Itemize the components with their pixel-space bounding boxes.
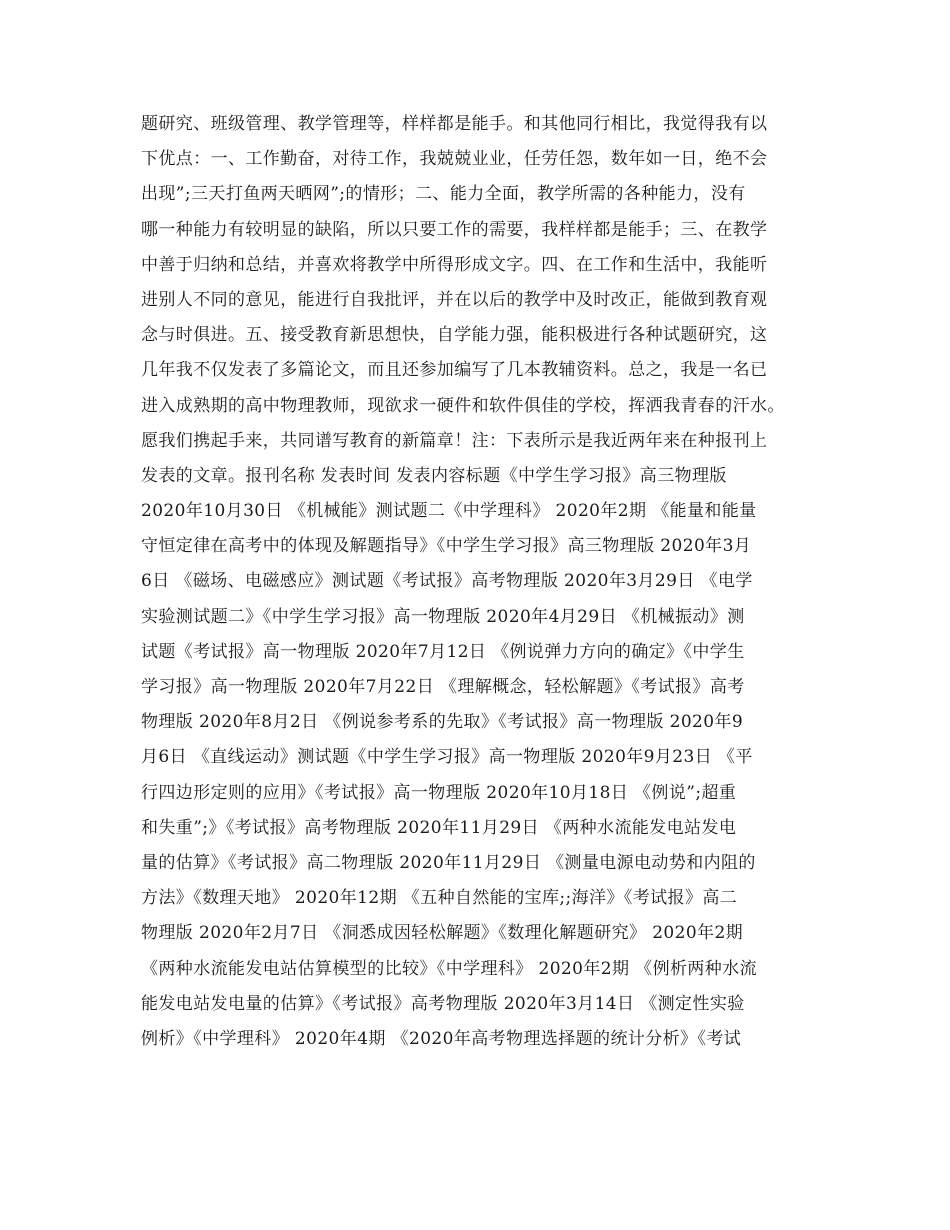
text-line: 进别人不同的意见，能进行自我批评，并在以后的教学中及时改正，能做到教育观 (141, 289, 768, 310)
text-line: 月6日 《直线运动》测试题《中学生学习报》高一物理版 2020年9月23日 《平 (141, 747, 753, 768)
text-line: 题研究、班级管理、教学管理等，样样都是能手。和其他同行相比，我觉得我有以 (141, 114, 768, 134)
text-line: 物理版 2020年2月7日 《洞悉成因轻松解题》《数理化解题研究》 2020年2期 (141, 923, 744, 944)
text-line: 和失重”;》《考试报》高考物理版 2020年11月29日 《两种水流能发电站发电 (141, 817, 737, 838)
text-line: 进入成熟期的高中物理教师，现欲求一硬件和软件俱佳的学校，挥洒我青春的汗水。 (141, 395, 785, 416)
text-line: 中善于归纳和总结，并喜欢将教学中所得形成文字。四、在工作和生活中，我能听 (141, 254, 768, 275)
text-line: 发表的文章。报刊名称 发表时间 发表内容标题《中学生学习报》高三物理版 (141, 465, 727, 486)
body-text (141, 107, 841, 1057)
text-line: 能发电站发电量的估算》《考试报》高考物理版 2020年3月14日 《测定性实验 (141, 993, 745, 1014)
text-line: 例析》《中学理科》 2020年4期 《2020年高考物理选择题的统计分析》《考试 (141, 1028, 742, 1049)
text-line: 《两种水流能发电站估算模型的比较》《中学理科》 2020年2期 《例析两种水流 (141, 958, 757, 979)
text-line: 愿我们携起手来，共同谱写教育的新篇章！注：下表所示是我近两年来在种报刊上 (141, 430, 768, 451)
text-line: 试题《考试报》高一物理版 2020年7月12日 《例说弹力方向的确定》《中学生 (141, 641, 745, 662)
text-line: 出现”;三天打鱼两天晒网”;的情形；二、能力全面，教学所需的各种能力，没有 (141, 184, 746, 205)
text-line: 物理版 2020年8月2日 《例说参考系的先取》《考试报》高一物理版 2020年9 (141, 712, 744, 733)
text-line: 量的估算》《考试报》高二物理版 2020年11月29日 《测量电源电动势和内阻的 (141, 852, 756, 873)
text-line: 哪一种能力有较明显的缺陷，所以只要工作的需要，我样样都是能手；三、在教学 (141, 219, 768, 240)
text-line: 学习报》高一物理版 2020年7月22日 《理解概念，轻松解题》《考试报》高考 (141, 677, 745, 697)
text-line: 行四边形定则的应用》《考试报》高一物理版 2020年10月18日 《例说”;超重 (141, 782, 737, 803)
text-line: 实验测试题二》《中学生学习报》高一物理版 2020年4月29日 《机械振动》测 (141, 606, 745, 627)
text-line: 守恒定律在高考中的体现及解题指导》《中学生学习报》高三物理版 2020年3月 (141, 536, 752, 557)
text-line: 几年我不仅发表了多篇论文，而且还参加编写了几本教辅资料。总之，我是一名已 (141, 360, 768, 381)
text-line: 6日 《磁场、电磁感应》测试题《考试报》高考物理版 2020年3月29日 《电学 (141, 571, 753, 592)
text-line: 下优点：一、工作勤奋，对待工作，我兢兢业业，任劳任怨，数年如一日，绝不会 (141, 149, 768, 170)
text-line: 方法》《数理天地》 2020年12期 《五种自然能的宝库;;海洋》《考试报》高二 (141, 888, 738, 909)
text-line: 2020年10月30日 《机械能》测试题二《中学理科》 2020年2期 《能量和能量 (141, 501, 757, 522)
text-line: 念与时俱进。五、接受教育新思想快，自学能力强，能积极进行各种试题研究，这 (141, 325, 768, 346)
